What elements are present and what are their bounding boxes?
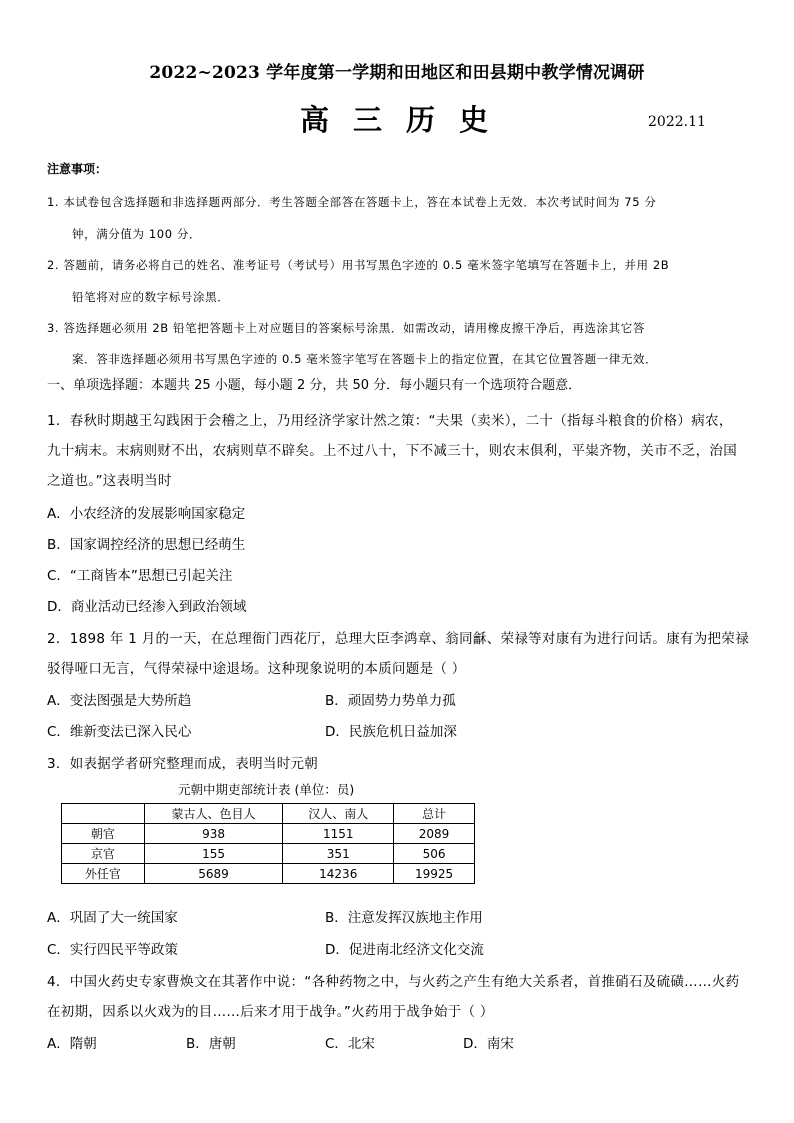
question-2-option-c: C．维新变法已深入民心	[47, 724, 192, 740]
question-3-option-b: B．注意发挥汉族地主作用	[325, 910, 483, 926]
table-row	[62, 824, 475, 844]
table-cell: 京官	[62, 844, 145, 864]
table-header-row	[62, 804, 475, 824]
table-header-cell: 汉人、南人	[283, 804, 394, 824]
question-1-line: 1．春秋时期越王勾践困于会稽之上，乃用经济学家计然之策：“夫果（卖米），二十（指每斗粮食的价格）病农，	[47, 413, 733, 429]
table-cell: 14236	[283, 864, 394, 884]
notice-line: 钟，满分值为 100 分．	[72, 227, 202, 241]
question-4-option-b: B．唐朝	[186, 1036, 236, 1052]
notice-heading: 注意事项：	[47, 162, 108, 176]
question-3-stem: 3．如表据学者研究整理而成，表明当时元朝	[47, 756, 319, 772]
question-3-option-c: C．实行四民平等政策	[47, 942, 178, 958]
table-row	[62, 864, 475, 884]
table-cell: 外任官	[62, 864, 145, 884]
table-cell: 1151	[283, 824, 394, 844]
question-1-option-d: D．商业活动已经渗入到政治领域	[47, 599, 247, 615]
notice-line: 3. 答选择题必须用 2B 铅笔把答题卡上对应题目的答案标号涂黑．如需改动，请用橡皮擦干净后，再选涂其它答	[47, 321, 645, 335]
section-heading: 一、单项选择题：本题共 25 小题，每小题 2 分，共 50 分．每小题只有一个选项符合题意．	[47, 378, 582, 393]
table-cell: 朝官	[62, 824, 145, 844]
question-2-line: 2．1898 年 1 月的一天，在总理衙门西花厅，总理大臣李鸿章、翁同龢、荣禄等对康有为进行问话。康有为把荣禄	[47, 631, 749, 647]
exam-title: 2022~2023 学年度第一学期和田地区和田县期中教学情况调研	[149, 63, 645, 83]
table-cell: 506	[394, 844, 475, 864]
notice-line: 铅笔将对应的数字标号涂黑．	[72, 290, 230, 304]
question-2-option-b: B．顽固势力势单力孤	[325, 693, 456, 709]
table-cell: 5689	[144, 864, 283, 884]
statistics-table	[61, 803, 475, 884]
table-cell: 938	[144, 824, 283, 844]
table-cell: 351	[283, 844, 394, 864]
question-1-option-b: B．国家调控经济的思想已经萌生	[47, 537, 246, 553]
question-4-line: 4．中国火药史专家曹焕文在其著作中说：“各种药物之中，与火药之产生有绝大关系者，首推硝石及硫磺……火药	[47, 974, 740, 990]
question-3-option-a: A．巩固了大一统国家	[47, 910, 178, 926]
notice-line: 2. 答题前，请务必将自己的姓名、准考证号（考试号）用书写黑色字迹的 0.5 毫米签字笔填写在答题卡上，并用 2B	[47, 258, 670, 272]
question-2-option-a: A．变法图强是大势所趋	[47, 693, 192, 709]
question-1-option-c: C．“工商皆本”思想已引起关注	[47, 568, 233, 584]
question-1-line: 九十病末。末病则财不出，农病则草不辟矣。上不过八十，下不减三十，则农末俱利，平粜齐物，关市不乏，治国	[47, 443, 737, 459]
question-1-line: 之道也。”这表明当时	[47, 473, 172, 489]
table-row	[62, 844, 475, 864]
table-cell: 2089	[394, 824, 475, 844]
question-2-line: 驳得哑口无言，气得荣禄中途退场。这种现象说明的本质问题是（ ）	[47, 661, 466, 677]
subject-title: 高三历史	[300, 103, 513, 137]
table-header-cell	[62, 804, 145, 824]
table-cell: 155	[144, 844, 283, 864]
question-4-option-a: A．隋朝	[47, 1036, 97, 1052]
notice-line: 1. 本试卷包含选择题和非选择题两部分．考生答题全部答在答题卡上，答在本试卷上无效．本次考试时间为 75 分	[47, 195, 657, 209]
question-1-option-a: A．小农经济的发展影响国家稳定	[47, 506, 246, 522]
question-2-option-d: D．民族危机日益加深	[325, 724, 457, 740]
question-4-option-d: D．南宋	[463, 1036, 514, 1052]
table-header-cell: 蒙古人、色目人	[144, 804, 283, 824]
exam-date: 2022.11	[648, 114, 706, 130]
table-header-cell: 总计	[394, 804, 475, 824]
question-4-line: 在初期，因系以火戏为的目……后来才用于战争。”火药用于战争始于（ ）	[47, 1004, 494, 1020]
question-4-option-c: C．北宋	[325, 1036, 375, 1052]
question-3-option-d: D．促进南北经济文化交流	[325, 942, 484, 958]
table-caption: 元朝中期吏部统计表 (单位：员)	[178, 782, 355, 797]
table-cell: 19925	[394, 864, 475, 884]
notice-line: 案．答非选择题必须用书写黑色字迹的 0.5 毫米签字笔写在答题卡上的指定位置，在其它位置答题一律无效．	[72, 352, 658, 366]
